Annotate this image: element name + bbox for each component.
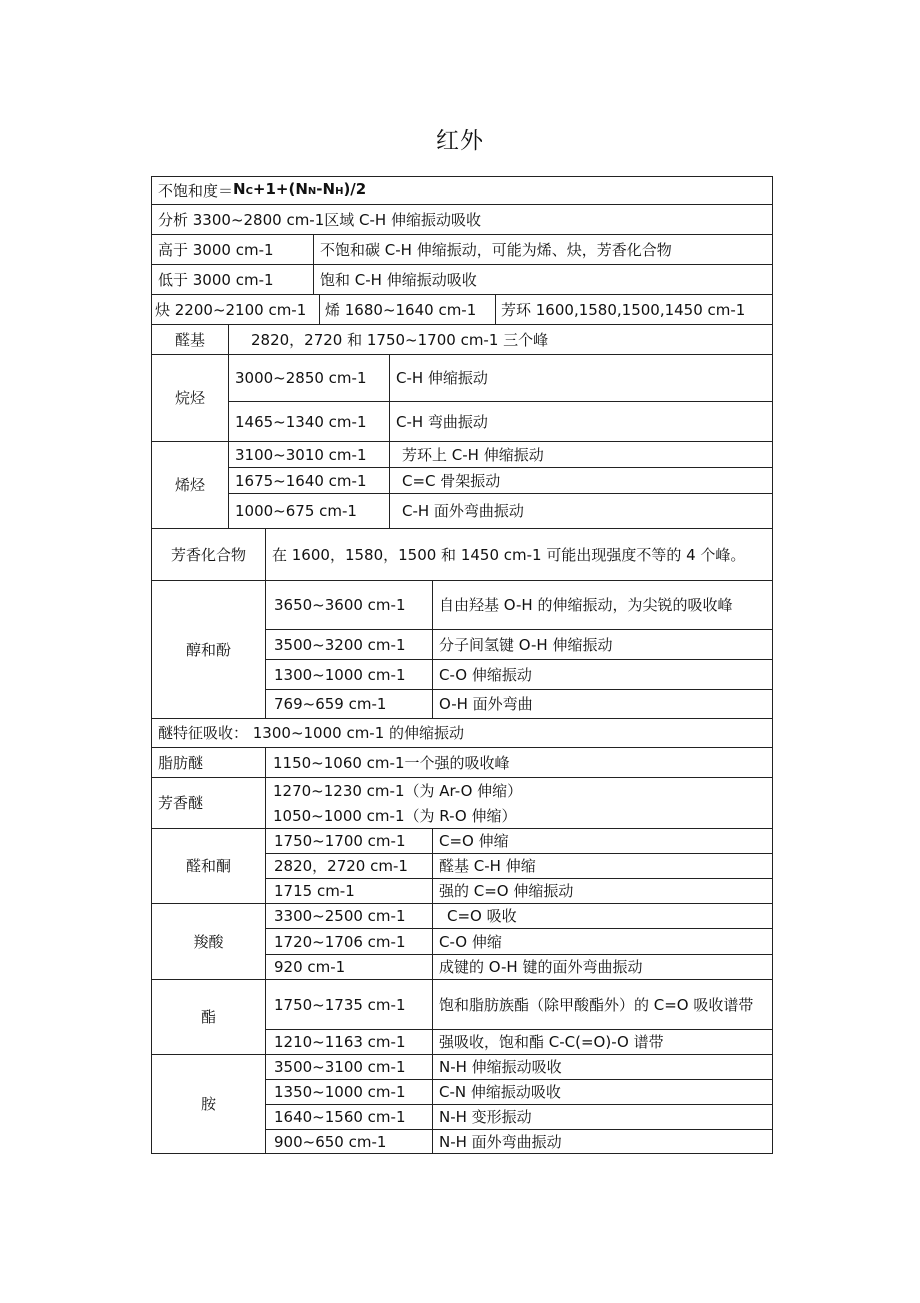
above-3000-range: 高于 3000 cm-1: [158, 240, 274, 259]
alcohol-name: 醇和酚: [185, 640, 231, 659]
alkyne-range: 炔 2200~2100 cm-1: [155, 300, 307, 319]
above-3000-desc: 不饱和碳 C-H 伸缩振动，可能为烯、炔，芳香化合物: [313, 235, 772, 264]
alcohol-range-1: 3650~3600 cm-1: [274, 596, 406, 614]
aliphatic-ether-name: 脂肪醚: [158, 753, 204, 772]
alkane-range-1: 3000~2850 cm-1: [235, 369, 367, 387]
carboxylic-desc-3: 成键的 O-H 键的面外弯曲振动: [432, 955, 772, 979]
alkene-block: [151, 441, 773, 528]
amine-range-1: 3500~3100 cm-1: [274, 1058, 406, 1076]
aldehyde-ketone-desc-3: 强的 C=O 伸缩振动: [432, 879, 772, 903]
alkene-desc-3: C-H 面外弯曲振动: [389, 494, 772, 528]
carboxylic-desc-2: C-O 伸缩: [432, 929, 772, 954]
triple-row: [151, 294, 773, 324]
alkene-range-3: 1000~675 cm-1: [235, 502, 357, 520]
aldehyde-group-desc: 2820，2720 和 1750~1700 cm-1 三个峰: [228, 325, 772, 354]
aromatic-ring-range: 芳环 1600,1580,1500,1450 cm-1: [495, 295, 772, 324]
aromatic-ether-name: 芳香醚: [158, 794, 204, 812]
aromatic-ether-line-1: 1270~1230 cm-1（为 Ar-O 伸缩）: [273, 781, 523, 800]
alkane-desc-1: C-H 伸缩振动: [389, 355, 772, 401]
amine-desc-2: C-N 伸缩振动吸收: [432, 1080, 772, 1104]
amine-name: 胺: [200, 1095, 216, 1113]
ester-block: [151, 979, 773, 1054]
aliphatic-ether-desc: 1150~1060 cm-1一个强的吸收峰: [265, 748, 772, 777]
unsaturation-row: [151, 176, 773, 204]
alcohol-desc-1: 自由羟基 O-H 的伸缩振动，为尖锐的吸收峰: [432, 581, 772, 629]
alcohol-range-4: 769~659 cm-1: [274, 695, 387, 713]
carboxylic-range-1: 3300~2500 cm-1: [274, 907, 406, 925]
carboxylic-block: [151, 903, 773, 979]
alkene-range-2: 1675~1640 cm-1: [235, 471, 367, 490]
alcohol-range-3: 1300~1000 cm-1: [274, 665, 406, 684]
aromatic-desc: 在 1600，1580，1500 和 1450 cm-1 可能出现强度不等的 4 个峰。: [265, 529, 772, 580]
alcohol-desc-4: O-H 面外弯曲: [432, 690, 772, 718]
amine-desc-3: N-H 变形振动: [432, 1105, 772, 1129]
alcohol-range-2: 3500~3200 cm-1: [274, 635, 406, 654]
aliphatic-ether-row: [151, 747, 773, 777]
below-3000-row: [151, 264, 773, 294]
carboxylic-desc-1: C=O 吸收: [432, 904, 772, 928]
ir-table: [151, 176, 773, 1154]
below-3000-range: 低于 3000 cm-1: [158, 270, 274, 289]
analysis-row: [151, 204, 773, 234]
alkane-desc-2: C-H 弯曲振动: [389, 402, 772, 441]
alcohol-desc-2: 分子间氢键 O-H 伸缩振动: [432, 630, 772, 659]
alkene-desc-1: 芳环上 C-H 伸缩振动: [389, 442, 772, 467]
ester-name: 酯: [200, 1008, 216, 1026]
aldehyde-group-row: [151, 324, 773, 354]
below-3000-desc: 饱和 C-H 伸缩振动吸收: [313, 265, 772, 294]
alkane-name: 烷烃: [174, 389, 205, 407]
ester-range-2: 1210~1163 cm-1: [274, 1033, 406, 1051]
above-3000-row: [151, 234, 773, 264]
alkene-range: 烯 1680~1640 cm-1: [319, 295, 495, 324]
carboxylic-range-3: 920 cm-1: [274, 958, 346, 976]
formula-expression: NC+1+(NN-NH)/2: [233, 180, 367, 198]
aromatic-name: 芳香化合物: [170, 545, 246, 564]
alkene-name: 烯烃: [174, 476, 205, 494]
aldehyde-ketone-name: 醛和酮: [185, 857, 231, 875]
amine-range-3: 1640~1560 cm-1: [274, 1108, 406, 1126]
analysis-text: 分析 3300~2800 cm-1区域 C-H 伸缩振动吸收: [158, 210, 481, 229]
alkane-block: [151, 354, 773, 441]
carboxylic-name: 羧酸: [193, 932, 224, 951]
aromatic-ether-line-2: 1050~1000 cm-1（为 R-O 伸缩）: [273, 806, 517, 825]
alkene-range-1: 3100~3010 cm-1: [235, 445, 367, 464]
aldehyde-ketone-desc-2: 醛基 C-H 伸缩: [432, 854, 772, 878]
alkene-desc-2: C=C 骨架振动: [389, 468, 772, 493]
ester-desc-2: 强吸收，饱和酯 C-C(=O)-O 谱带: [432, 1030, 772, 1054]
aldehyde-ketone-range-3: 1715 cm-1: [274, 882, 355, 900]
aldehyde-ketone-block: [151, 828, 773, 903]
ester-range-1: 1750~1735 cm-1: [274, 995, 406, 1014]
aldehyde-group-name: 醛基: [174, 330, 205, 349]
alcohol-block: [151, 580, 773, 718]
carboxylic-range-2: 1720~1706 cm-1: [274, 932, 406, 951]
amine-block: [151, 1054, 773, 1154]
ether-feature-text: 醚特征吸收： 1300~1000 cm-1 的伸缩振动: [158, 724, 465, 742]
ether-feature-row: [151, 718, 773, 747]
aromatic-row: [151, 528, 773, 580]
page-title: 红外: [436, 128, 484, 154]
aldehyde-ketone-range-2: 2820，2720 cm-1: [274, 857, 408, 875]
aromatic-ether-row: [151, 777, 773, 828]
amine-desc-1: N-H 伸缩振动吸收: [432, 1055, 772, 1079]
alcohol-desc-3: C-O 伸缩振动: [432, 660, 772, 689]
formula-label: 不饱和度＝: [158, 181, 234, 200]
aldehyde-ketone-desc-1: C=O 伸缩: [432, 829, 772, 853]
unsaturation-formula: [152, 177, 772, 204]
amine-desc-4: N-H 面外弯曲振动: [432, 1130, 772, 1153]
amine-range-4: 900~650 cm-1: [274, 1132, 387, 1151]
alkane-range-2: 1465~1340 cm-1: [235, 412, 367, 431]
aldehyde-ketone-range-1: 1750~1700 cm-1: [274, 832, 406, 850]
amine-range-2: 1350~1000 cm-1: [274, 1083, 406, 1101]
ester-desc-1: 饱和脂肪族酯（除甲酸酯外）的 C=O 吸收谱带: [432, 980, 772, 1029]
